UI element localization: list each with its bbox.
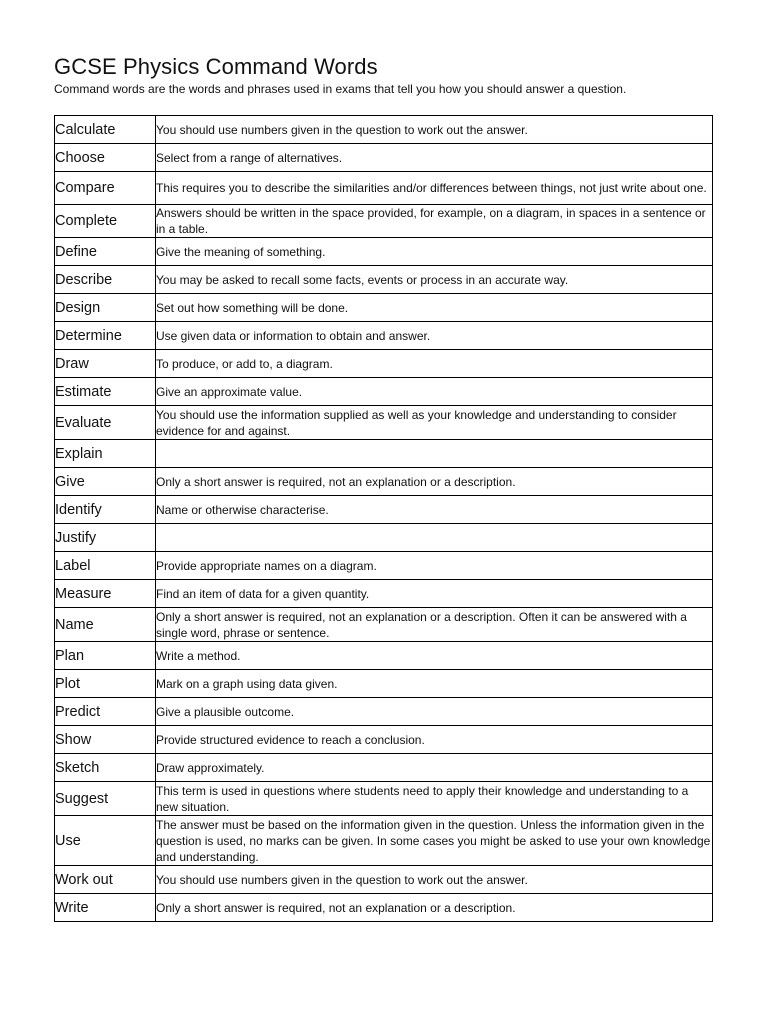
command-word-cell: Explain xyxy=(55,440,156,468)
table-row xyxy=(55,894,713,922)
table-row xyxy=(55,440,713,468)
command-words-table xyxy=(54,115,713,922)
table-row xyxy=(55,866,713,894)
table-row xyxy=(55,496,713,524)
table-row xyxy=(55,670,713,698)
table-row xyxy=(55,524,713,552)
definition-cell: You should use the information supplied as well as your knowledge and understanding to consider evidence for and against. xyxy=(156,406,713,440)
table-row xyxy=(55,726,713,754)
definition-cell xyxy=(156,524,713,552)
page-subtitle: Command words are the words and phrases used in exams that tell you how you should answer a question. xyxy=(54,82,627,96)
command-word-cell: Plan xyxy=(55,642,156,670)
definition-cell: The answer must be based on the information given in the question. Unless the information given in the question is used, no marks can be given. In some cases you might be asked to use your own knowledge and understanding. xyxy=(156,816,713,866)
definition-cell: Give the meaning of something. xyxy=(156,238,713,266)
table-row xyxy=(55,698,713,726)
definition-cell: Write a method. xyxy=(156,642,713,670)
table-body xyxy=(55,116,713,922)
definition-cell: Mark on a graph using data given. xyxy=(156,670,713,698)
table-row xyxy=(55,350,713,378)
command-word-cell: Justify xyxy=(55,524,156,552)
command-word-cell: Compare xyxy=(55,172,156,205)
command-word-cell: Choose xyxy=(55,144,156,172)
table-row xyxy=(55,552,713,580)
command-word-cell: Measure xyxy=(55,580,156,608)
definition-cell: Set out how something will be done. xyxy=(156,294,713,322)
definition-cell: You should use numbers given in the question to work out the answer. xyxy=(156,116,713,144)
table-row xyxy=(55,816,713,866)
definition-cell: You may be asked to recall some facts, events or process in an accurate way. xyxy=(156,266,713,294)
table-row xyxy=(55,378,713,406)
command-word-cell: Evaluate xyxy=(55,406,156,440)
table-row xyxy=(55,608,713,642)
definition-cell: Select from a range of alternatives. xyxy=(156,144,713,172)
command-word-cell: Draw xyxy=(55,350,156,378)
definition-cell: Only a short answer is required, not an explanation or a description. Often it can be answered with a single word, phrase or sentence. xyxy=(156,608,713,642)
definition-cell: Only a short answer is required, not an explanation or a description. xyxy=(156,468,713,496)
definition-cell: This requires you to describe the similarities and/or differences between things, not just write about one. xyxy=(156,172,713,205)
command-word-cell: Write xyxy=(55,894,156,922)
command-word-cell: Plot xyxy=(55,670,156,698)
table-row xyxy=(55,782,713,816)
page-title: GCSE Physics Command Words xyxy=(54,54,378,79)
definition-cell: Name or otherwise characterise. xyxy=(156,496,713,524)
definition-cell: Provide appropriate names on a diagram. xyxy=(156,552,713,580)
command-word-cell: Determine xyxy=(55,322,156,350)
definition-cell: Only a short answer is required, not an explanation or a description. xyxy=(156,894,713,922)
definition-cell: This term is used in questions where students need to apply their knowledge and understanding to a new situation. xyxy=(156,782,713,816)
command-word-cell: Describe xyxy=(55,266,156,294)
definition-cell: Give a plausible outcome. xyxy=(156,698,713,726)
command-word-cell: Predict xyxy=(55,698,156,726)
table-row xyxy=(55,580,713,608)
command-word-cell: Label xyxy=(55,552,156,580)
definition-cell: Provide structured evidence to reach a conclusion. xyxy=(156,726,713,754)
command-word-cell: Give xyxy=(55,468,156,496)
definition-cell: To produce, or add to, a diagram. xyxy=(156,350,713,378)
command-word-cell: Show xyxy=(55,726,156,754)
table-row xyxy=(55,468,713,496)
command-word-cell: Calculate xyxy=(55,116,156,144)
table-row xyxy=(55,642,713,670)
table-row xyxy=(55,238,713,266)
command-word-cell: Sketch xyxy=(55,754,156,782)
definition-cell xyxy=(156,440,713,468)
definition-cell: Use given data or information to obtain and answer. xyxy=(156,322,713,350)
definition-cell: Draw approximately. xyxy=(156,754,713,782)
definition-cell: Answers should be written in the space provided, for example, on a diagram, in spaces in a sentence or in a table. xyxy=(156,205,713,238)
definition-cell: You should use numbers given in the question to work out the answer. xyxy=(156,866,713,894)
table-row xyxy=(55,116,713,144)
table-row xyxy=(55,172,713,205)
table-row xyxy=(55,406,713,440)
command-word-cell: Work out xyxy=(55,866,156,894)
command-word-cell: Identify xyxy=(55,496,156,524)
table-row xyxy=(55,754,713,782)
command-word-cell: Estimate xyxy=(55,378,156,406)
table-row xyxy=(55,294,713,322)
table-row xyxy=(55,322,713,350)
definition-cell: Find an item of data for a given quantity. xyxy=(156,580,713,608)
command-word-cell: Name xyxy=(55,608,156,642)
command-word-cell: Use xyxy=(55,816,156,866)
table-row xyxy=(55,144,713,172)
table-row xyxy=(55,266,713,294)
definition-cell: Give an approximate value. xyxy=(156,378,713,406)
command-word-cell: Define xyxy=(55,238,156,266)
command-word-cell: Suggest xyxy=(55,782,156,816)
table-row xyxy=(55,205,713,238)
command-word-cell: Design xyxy=(55,294,156,322)
command-word-cell: Complete xyxy=(55,205,156,238)
